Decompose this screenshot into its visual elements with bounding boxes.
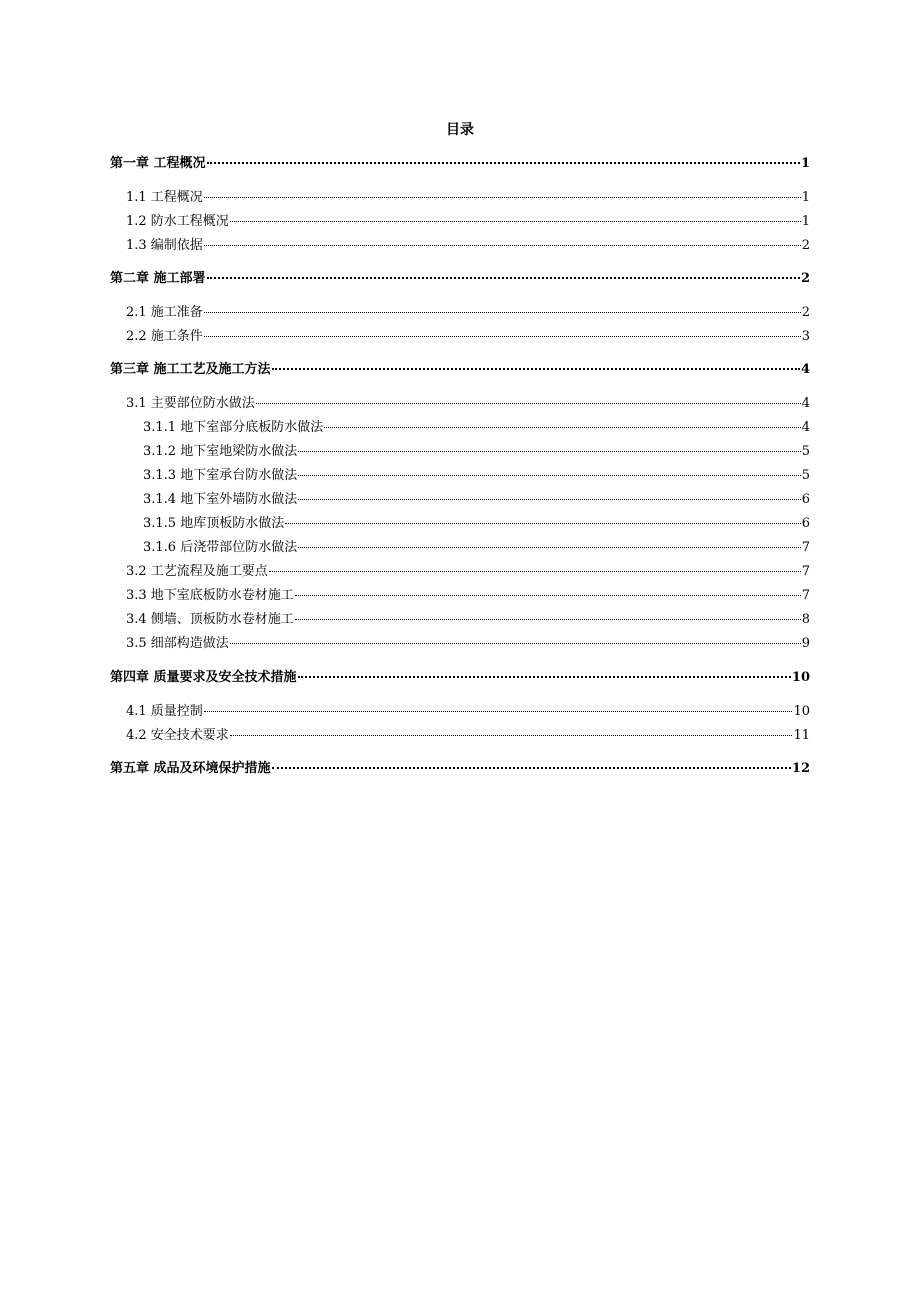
toc-entry-3-3[interactable]	[126, 586, 810, 606]
dot-leader	[207, 276, 800, 279]
toc-entry-1-2[interactable]	[126, 212, 810, 232]
toc-entry-page: 4	[801, 420, 810, 435]
toc-entry-page: 9	[801, 636, 810, 651]
toc-entry-label: 4.2 安全技术要求	[126, 728, 229, 743]
toc-entry-4-1[interactable]	[126, 702, 810, 722]
dot-leader	[272, 766, 791, 769]
toc-entry-label: 1.1 工程概况	[126, 190, 203, 205]
toc-entry-2-1[interactable]	[126, 303, 810, 323]
toc-entry-label: 第一章 工程概况	[110, 156, 206, 171]
toc-entry-3-1[interactable]	[126, 394, 810, 414]
dot-leader	[204, 244, 801, 246]
toc-entry-page: 6	[801, 492, 810, 507]
toc-entry-label: 1.2 防水工程概况	[126, 214, 229, 229]
toc-entry-chapter-3[interactable]	[110, 360, 810, 380]
dot-leader	[298, 474, 801, 476]
toc-entry-page: 5	[801, 468, 810, 483]
toc-entry-3-1-4[interactable]	[143, 490, 810, 510]
toc-entry-page: 6	[801, 516, 810, 531]
toc-entry-label: 第五章 成品及环境保护措施	[110, 761, 271, 776]
dot-leader	[295, 594, 801, 596]
toc-entry-page: 7	[801, 540, 810, 555]
dot-leader	[204, 710, 793, 712]
dot-leader	[230, 734, 793, 736]
toc-entry-label: 第四章 质量要求及安全技术措施	[110, 670, 297, 685]
toc-entry-page: 2	[801, 238, 810, 253]
toc-entry-4-2[interactable]	[126, 726, 810, 746]
toc-entry-chapter-2[interactable]	[110, 269, 810, 289]
dot-leader	[204, 311, 801, 313]
dot-leader	[272, 367, 800, 370]
dot-leader	[298, 675, 791, 678]
dot-leader	[298, 498, 801, 500]
toc-entry-page: 3	[801, 329, 810, 344]
toc-entry-page: 2	[800, 271, 810, 286]
toc-entry-label: 第二章 施工部署	[110, 271, 206, 286]
dot-leader	[230, 642, 801, 644]
toc-entry-label: 3.1.3 地下室承台防水做法	[143, 468, 298, 483]
toc-entry-3-1-2[interactable]	[143, 442, 810, 462]
toc-entry-page: 5	[801, 444, 810, 459]
toc-entry-label: 3.1 主要部位防水做法	[126, 396, 255, 411]
dot-leader	[204, 196, 801, 198]
toc-entry-label: 第三章 施工工艺及施工方法	[110, 362, 271, 377]
toc-entry-3-1-5[interactable]	[143, 514, 810, 534]
toc-entry-3-2[interactable]	[126, 562, 810, 582]
toc-entry-page: 4	[801, 396, 810, 411]
toc-entry-2-2[interactable]	[126, 327, 810, 347]
toc-entry-chapter-4[interactable]	[110, 668, 810, 688]
toc-entry-label: 3.1.4 地下室外墙防水做法	[143, 492, 298, 507]
toc-entry-label: 3.1.5 地库顶板防水做法	[143, 516, 285, 531]
toc-entry-label: 3.1.2 地下室地梁防水做法	[143, 444, 298, 459]
dot-leader	[298, 450, 801, 452]
toc-entry-3-5[interactable]	[126, 634, 810, 654]
dot-leader	[285, 522, 801, 524]
toc-entry-3-4[interactable]	[126, 610, 810, 630]
dot-leader	[295, 618, 801, 620]
toc-entry-page: 1	[800, 156, 810, 171]
dot-leader	[269, 570, 801, 572]
toc-entry-page: 10	[791, 670, 810, 685]
toc-entry-label: 3.1.1 地下室部分底板防水做法	[143, 420, 324, 435]
dot-leader	[298, 546, 801, 548]
toc-entry-1-1[interactable]	[126, 188, 810, 208]
dot-leader	[324, 426, 801, 428]
toc-entry-label: 3.2 工艺流程及施工要点	[126, 564, 268, 579]
toc-entry-page: 4	[800, 362, 810, 377]
toc-entry-page: 7	[801, 588, 810, 603]
toc-entry-page: 8	[801, 612, 810, 627]
dot-leader	[207, 161, 800, 164]
toc-entry-label: 3.4 侧墙、顶板防水卷材施工	[126, 612, 294, 627]
toc-entry-page: 12	[791, 761, 810, 776]
toc-entry-page: 1	[801, 214, 810, 229]
toc-entry-chapter-5[interactable]	[110, 759, 810, 779]
dot-leader	[204, 335, 801, 337]
toc-entry-label: 2.1 施工准备	[126, 305, 203, 320]
toc-entry-label: 3.3 地下室底板防水卷材施工	[126, 588, 294, 603]
toc-entry-1-3[interactable]	[126, 236, 810, 256]
toc-entry-label: 4.1 质量控制	[126, 704, 203, 719]
toc-entry-page: 1	[801, 190, 810, 205]
dot-leader	[256, 402, 801, 404]
toc-entry-3-1-3[interactable]	[143, 466, 810, 486]
toc-entry-page: 2	[801, 305, 810, 320]
toc-entry-label: 3.5 细部构造做法	[126, 636, 229, 651]
toc-entry-page: 7	[801, 564, 810, 579]
toc-entry-label: 1.3 编制依据	[126, 238, 203, 253]
toc-entry-chapter-1[interactable]	[110, 154, 810, 174]
toc-entry-label: 2.2 施工条件	[126, 329, 203, 344]
dot-leader	[230, 220, 801, 222]
toc-entry-page: 10	[793, 704, 810, 719]
toc-title: 目录	[446, 122, 474, 138]
toc-entry-3-1-6[interactable]	[143, 538, 810, 558]
toc-entry-3-1-1[interactable]	[143, 418, 810, 438]
toc-entry-page: 11	[793, 728, 810, 743]
toc-entry-label: 3.1.6 后浇带部位防水做法	[143, 540, 298, 555]
